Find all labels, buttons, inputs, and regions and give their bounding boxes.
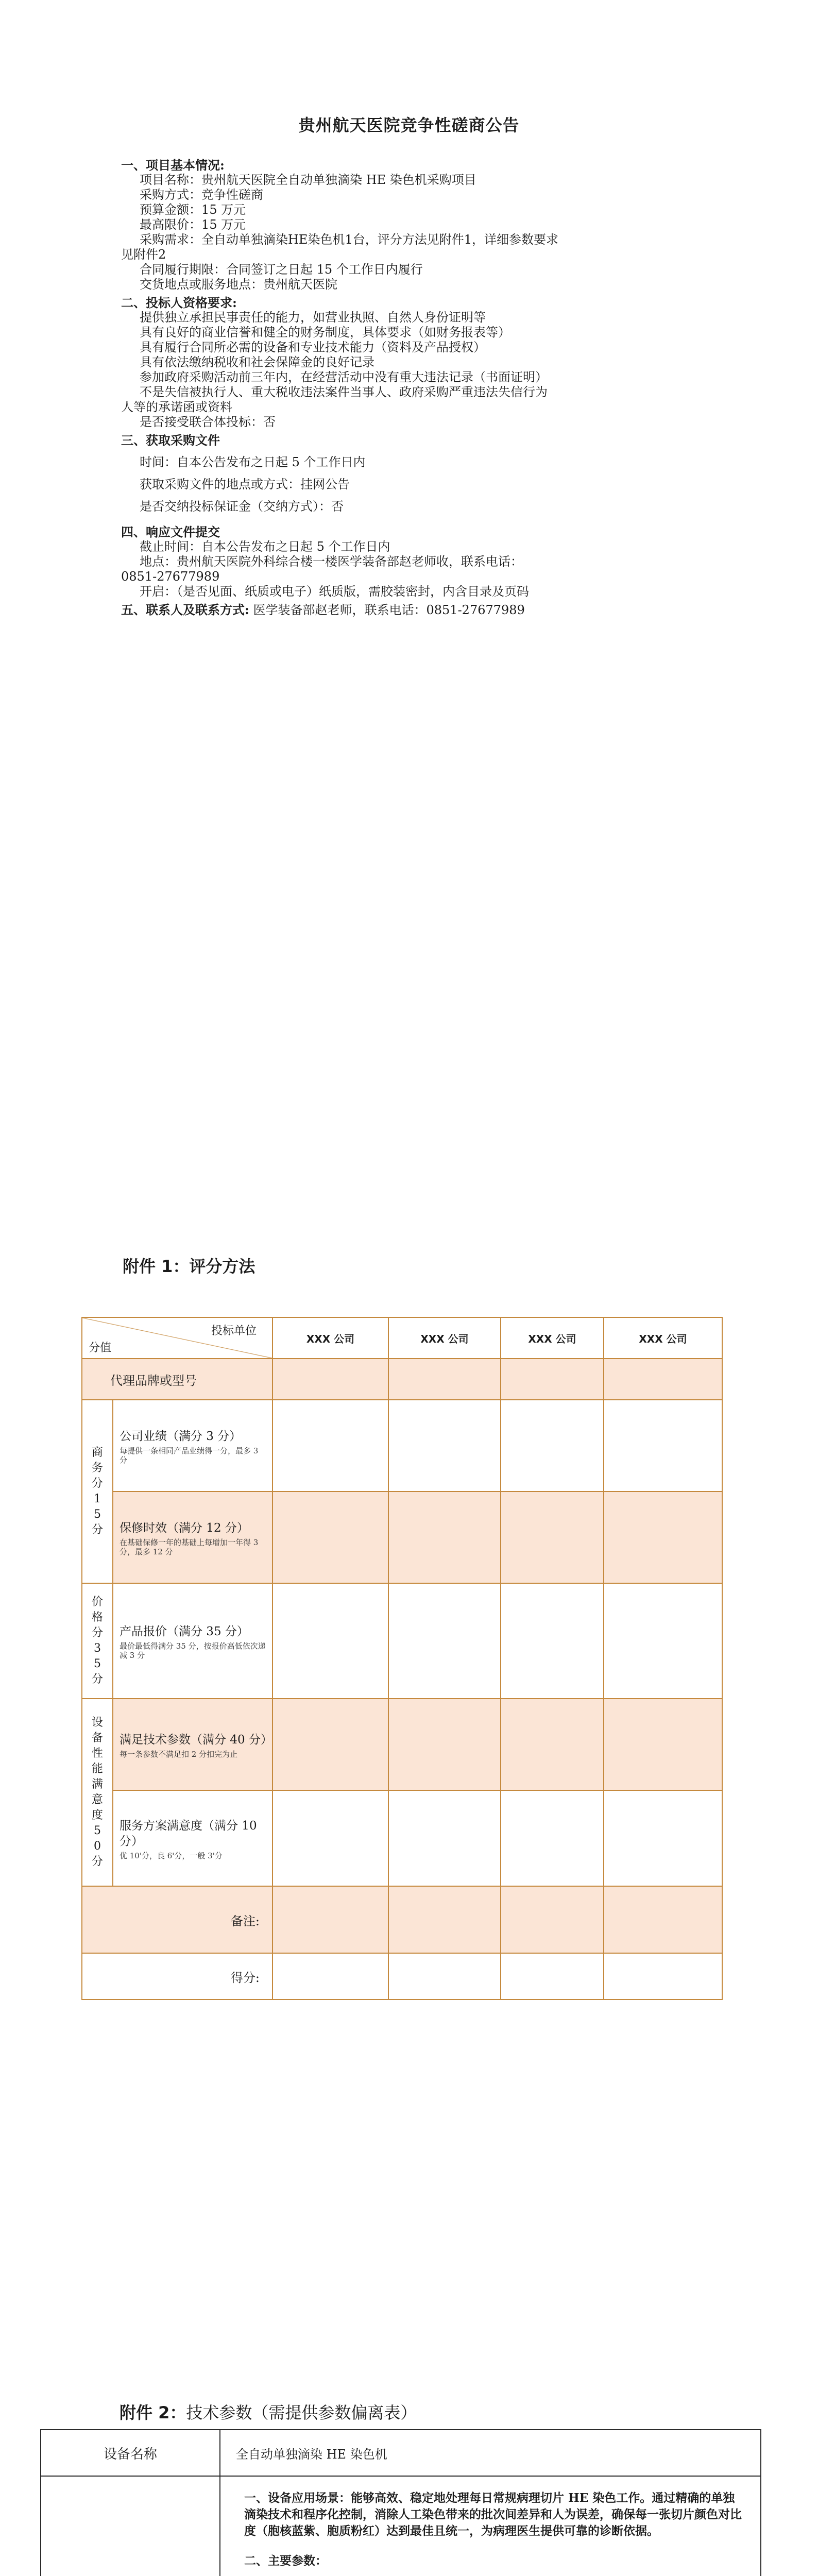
scoring-table [81, 1317, 723, 2000]
score-cell [501, 1492, 604, 1583]
criterion-cell: 服务方案满意度（满分 10 分） 优 10'分，良 6'分，一般 3'分 [113, 1790, 272, 1886]
qualification-line-cont: 人等的承诺函或资料 [121, 400, 232, 414]
company-header: XXX 公司 [501, 1317, 604, 1359]
page-title: 贵州航天医院竞争性磋商公告 [298, 115, 520, 135]
notes-label: 备注: [82, 1886, 272, 1953]
bid-bond: 是否交纳投标保证金（交纳方式）：否 [140, 499, 344, 514]
score-cell [604, 1699, 722, 1790]
deadline: 截止时间：自本公告发布之日起 5 个工作日内 [140, 539, 390, 554]
submit-phone: 0851-27677989 [121, 569, 220, 584]
score-cell [388, 1953, 501, 1999]
submit-location: 地点：贵州航天医院外科综合楼一楼医学装备部赵老师收，联系电话： [140, 554, 523, 569]
attachment2-title-rest: 技术参数（需提供参数偏离表） [186, 2403, 417, 2422]
criterion-cell: 满足技术参数（满分 40 分） 每一条参数不满足扣 2 分扣完为止 [113, 1699, 272, 1790]
attachment2-title-bold: 附件 2： [120, 2403, 186, 2422]
diagonal-header-cell [82, 1317, 272, 1359]
notes-row [82, 1886, 722, 1953]
spec-list-row [41, 2476, 761, 2576]
qualification-line: 提供独立承担民事责任的能力，如营业执照、自然人身份证明等 [140, 310, 486, 325]
score-cell [388, 1699, 501, 1790]
score-cell [272, 1359, 388, 1400]
qualification-line: 不是失信被执行人、重大税收违法案件当事人、政府采购严重违法失信行为 [140, 385, 548, 399]
score-cell [604, 1400, 722, 1492]
scenario-paragraph: 一、设备应用场景：能够高效、稳定地处理每日常规病理切片 HE 染色工作。通过精确的单独滴染技术和程序化控制，消除人工染色带来的批次间差异和人为误差，确保每一张切片颜色对比度（胞核蓝紫、胞质粉红）达到最佳且统一，为病理医生提供可靠的诊断依据。 [244, 2491, 742, 2538]
procurement-demand: 采购需求：全自动单独滴染HE染色机1台，评分方法见附件1，详细参数要求 [140, 232, 558, 247]
spec-list-content [220, 2476, 761, 2576]
score-cell [272, 1886, 388, 1953]
score-cell [501, 1400, 604, 1492]
score-cell [388, 1400, 501, 1492]
section-heading-5: 五、联系人及联系方式: [121, 602, 249, 617]
score-cell [604, 1790, 722, 1886]
score-cell [604, 1953, 722, 1999]
procurement-demand-cont: 见附件2 [121, 247, 166, 262]
project-name: 项目名称：贵州航天医院全自动单独滴染 HE 染色机采购项目 [140, 173, 476, 187]
announcement-body [121, 155, 724, 618]
group-label-business: 商 务 分 1 5 分 [82, 1400, 113, 1583]
company-header: XXX 公司 [388, 1317, 501, 1359]
table-row [82, 1400, 722, 1492]
brand-row [82, 1359, 722, 1400]
section-heading-3: 三、获取采购文件 [121, 433, 220, 448]
score-cell [604, 1583, 722, 1699]
score-cell [272, 1492, 388, 1583]
table-row [82, 1790, 722, 1886]
criterion-cell: 保修时效（满分 12 分） 在基础保修一年的基础上每增加一年得 3 分，最多 12 分 [113, 1492, 272, 1583]
qualification-line: 具有依法缴纳税收和社会保障金的良好记录 [140, 355, 374, 369]
score-cell [501, 1359, 604, 1400]
company-header: XXX 公司 [604, 1317, 722, 1359]
score-cell [272, 1699, 388, 1790]
score-header: 分值 [89, 1342, 112, 1354]
company-header: XXX 公司 [272, 1317, 388, 1359]
score-cell [501, 1790, 604, 1886]
score-cell [272, 1400, 388, 1492]
score-cell [604, 1886, 722, 1953]
consortium-line: 是否接受联合体投标：否 [140, 415, 276, 429]
section-heading-2: 二、投标人资格要求: [121, 295, 237, 310]
attachment1-title: 附件 1：评分方法 [123, 1257, 255, 1276]
qualification-line: 参加政府采购活动前三年内，在经营活动中没有重大违法记录（书面证明） [140, 370, 548, 384]
score-cell [501, 1953, 604, 1999]
brand-label: 代理品牌或型号 [82, 1359, 272, 1400]
table-row [82, 1699, 722, 1790]
contact-line [121, 602, 724, 618]
attachment2-title [120, 2400, 417, 2424]
bidder-header: 投标单位 [211, 1325, 257, 1337]
criterion-cell: 公司业绩（满分 3 分） 每提供一条相同产品业绩得一分，最多 3 分 [113, 1400, 272, 1492]
procurement-method: 采购方式：竞争性磋商 [140, 188, 263, 202]
table-row [82, 1583, 722, 1699]
criterion-cell: 产品报价（满分 35 分） 最价最低得满分 35 分，按报价高低依次递减 3 分 [113, 1583, 272, 1699]
score-label: 得分: [82, 1953, 272, 1999]
score-cell [388, 1583, 501, 1699]
obtain-time: 时间：自本公告发布之日起 5 个工作日内 [140, 455, 366, 469]
spec-table [40, 2429, 761, 2576]
contact-info: 医学装备部赵老师，联系电话：0851-27677989 [253, 603, 525, 617]
score-cell [388, 1359, 501, 1400]
spec-list-label [41, 2476, 220, 2576]
score-cell [501, 1699, 604, 1790]
contract-period: 合同履行期限：合同签订之日起 15 个工作日内履行 [140, 262, 423, 277]
device-name-row [41, 2430, 761, 2476]
section-heading-1: 一、项目基本情况: [121, 158, 225, 173]
score-cell [388, 1790, 501, 1886]
total-row [82, 1953, 722, 1999]
score-cell [272, 1583, 388, 1699]
obtain-method: 获取采购文件的地点或方式：挂网公告 [140, 477, 350, 492]
group-label-performance: 设 备 性 能 满 意 度 5 0 分 [82, 1699, 113, 1886]
delivery-location: 交货地点或服务地点：贵州航天医院 [140, 277, 337, 292]
score-cell [272, 1953, 388, 1999]
score-cell [604, 1359, 722, 1400]
score-cell [501, 1583, 604, 1699]
score-cell [604, 1492, 722, 1583]
qualification-line: 具有良好的商业信誉和健全的财务制度，具体要求（如财务报表等） [140, 325, 510, 340]
opening: 开启：（是否见面、纸质或电子）纸质版，需胶装密封，内含目录及页码 [140, 584, 529, 599]
score-cell [388, 1492, 501, 1583]
device-name: 全自动单独滴染 HE 染色机 [220, 2430, 761, 2476]
section-heading-4: 四、响应文件提交 [121, 524, 220, 539]
score-cell [501, 1886, 604, 1953]
score-cell [388, 1886, 501, 1953]
table-header-row [82, 1317, 722, 1359]
qualification-line: 具有履行合同所必需的设备和专业技术能力（资料及产品授权） [140, 340, 486, 354]
params-heading: 二、主要参数： [244, 2554, 327, 2568]
table-row [82, 1492, 722, 1583]
score-cell [272, 1790, 388, 1886]
budget-amount: 预算金额：15 万元 [140, 202, 246, 217]
device-label: 设备名称 [41, 2430, 220, 2476]
max-price: 最高限价：15 万元 [140, 217, 246, 232]
group-label-price: 价 格 分 3 5 分 [82, 1583, 113, 1699]
